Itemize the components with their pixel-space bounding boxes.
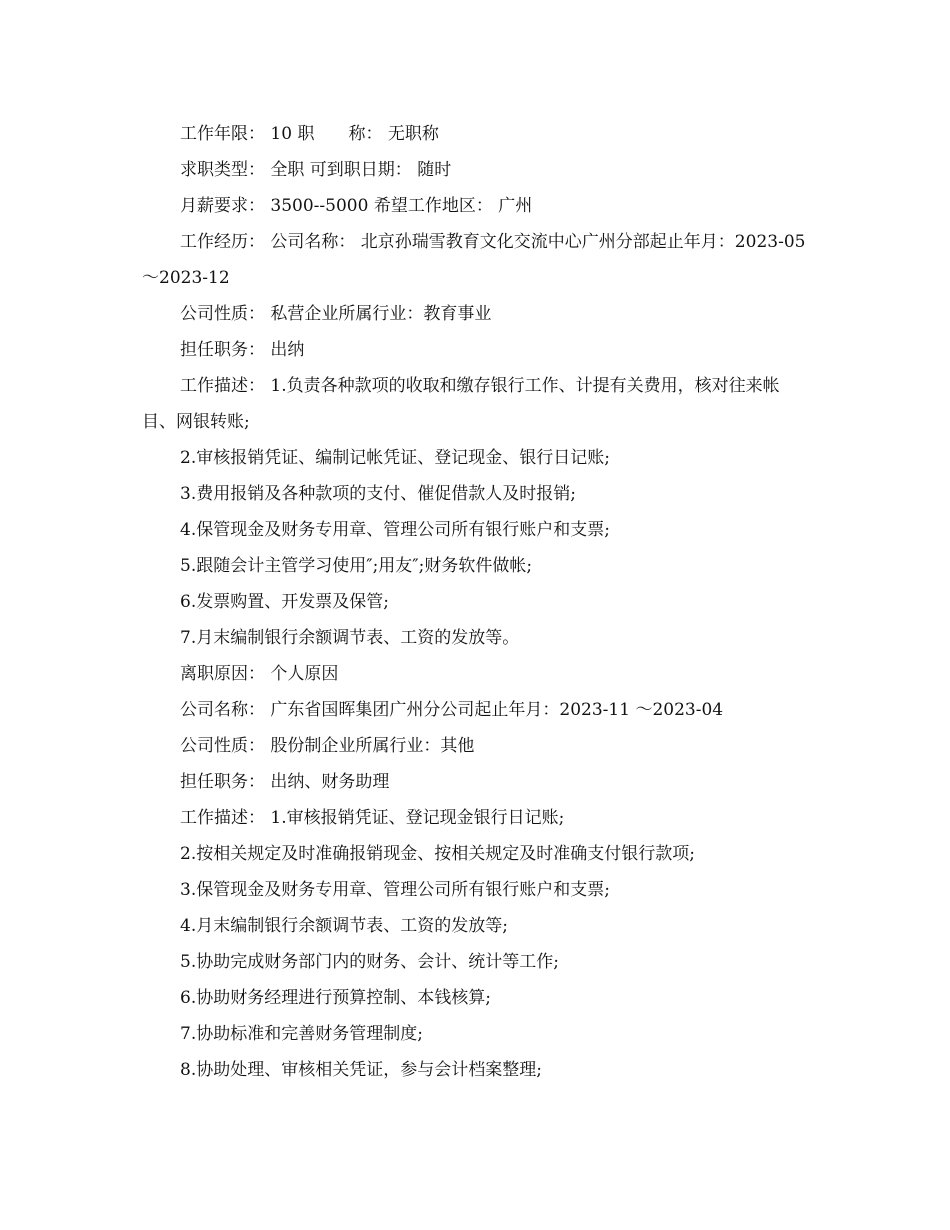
company-2-duty-7: 7.协助标准和完善财务管理制度;	[180, 1024, 423, 1044]
company-2-nature: 公司性质： 股份制企业所属行业：其他	[180, 736, 475, 756]
company-1-position: 担任职务： 出纳	[180, 340, 305, 360]
leave-reason-line: 离职原因： 个人原因	[180, 664, 339, 684]
job-type-line: 求职类型： 全职 可到职日期： 随时	[180, 160, 452, 180]
company-2-duty-2: 2.按相关规定及时准确报销现金、按相关规定及时准确支付银行款项;	[180, 844, 695, 864]
company-2-duty-3: 3.保管现金及财务专用章、管理公司所有银行账户和支票;	[180, 880, 610, 900]
company-2-position: 担任职务： 出纳、财务助理	[180, 772, 390, 792]
work-years-line: 工作年限： 10 职 称： 无职称	[180, 124, 439, 144]
company-1-duty-7: 7.月末编制银行余额调节表、工资的发放等。	[180, 628, 520, 648]
company-1-duty-3: 3.费用报销及各种款项的支付、催促借款人及时报销;	[180, 484, 576, 504]
company-2-duty-5: 5.协助完成财务部门内的财务、会计、统计等工作;	[180, 952, 559, 972]
company-1-nature: 公司性质： 私营企业所属行业：教育事业	[180, 304, 492, 324]
company-1-duty-4: 4.保管现金及财务专用章、管理公司所有银行账户和支票;	[180, 520, 610, 540]
company-1-description: 工作描述： 1.负责各种款项的收取和缴存银行工作、计提有关费用，核对往来帐目、网银转账;	[142, 376, 780, 432]
company-2-name: 公司名称： 广东省国晖集团广州分公司起止年月：2023-11 ～2023-04	[180, 700, 724, 720]
company-1-duty-6: 6.发票购置、开发票及保管;	[180, 592, 389, 612]
company-2-duty-8: 8.协助处理、审核相关凭证，参与会计档案整理;	[180, 1060, 542, 1080]
work-history-company-1: 工作经历： 公司名称： 北京孙瑞雪教育文化交流中心广州分部起止年月：2023-05 ～2023-12	[142, 232, 811, 288]
resume-content	[142, 116, 812, 1088]
company-2-duty-4: 4.月末编制银行余额调节表、工资的发放等;	[180, 916, 508, 936]
company-2-description: 工作描述： 1.审核报销凭证、登记现金银行日记账;	[180, 808, 565, 828]
company-1-duty-2: 2.审核报销凭证、编制记帐凭证、登记现金、银行日记账;	[180, 448, 610, 468]
salary-line: 月薪要求： 3500--5000 希望工作地区： 广州	[180, 196, 533, 216]
company-1-duty-5: 5.跟随会计主管学习使用″;用友″;财务软件做帐;	[180, 556, 533, 576]
company-2-duty-6: 6.协助财务经理进行预算控制、本钱核算;	[180, 988, 491, 1008]
